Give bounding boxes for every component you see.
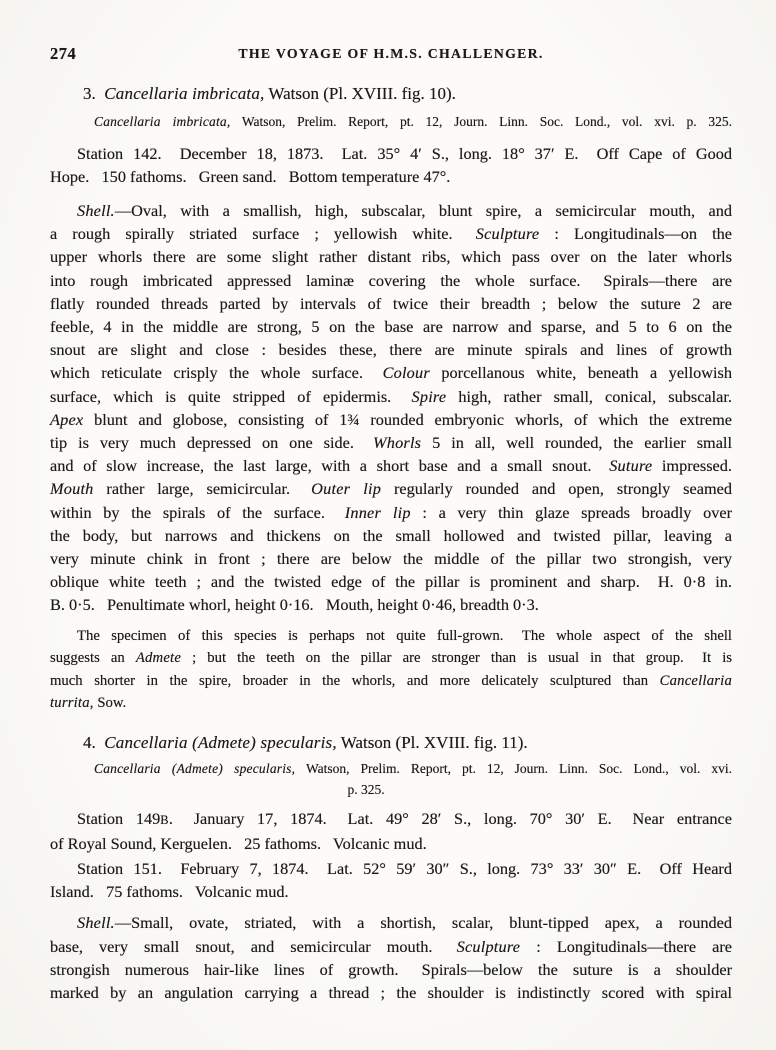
species-3-note [50,625,732,715]
species-4-citation [94,758,732,801]
text-line: strongish numerous hair-like lines of growth. Spirals—below the suture is a shoulder [50,959,732,979]
text-line: and of slow increase, the last large, with a short base and a small snout. Suture impressed. [50,456,732,476]
species-4-heading [50,731,732,755]
text-line: Station 149B. January 17, 1874. Lat. 49° 28′ S., long. 70° 30′ E. Near entrance [77,808,732,828]
text-line: B. 0·5. Penultimate whorl, height 0·16. Mouth, height 0·46, breadth 0·3. [50,595,539,615]
text-line: snout are slight and close : besides these, there are minute spirals and lines of growth [50,340,732,360]
text-line: Shell.—Small, ovate, striated, with a shortish, scalar, blunt-tipped apex, a rounded [77,913,732,933]
text-line: suggests an Admete ; but the teeth on the pillar are stronger than is usual in that group. It is [50,650,732,667]
text-line: Station 142. December 18, 1873. Lat. 35° 4′ S., long. 18° 37′ E. Off Cape of Good [77,143,732,163]
running-title: THE VOYAGE OF H.M.S. CHALLENGER. [238,46,544,61]
text-line: 4. Cancellaria (Admete) specularis, Watson (Pl. XVIII. fig. 11). [83,732,528,752]
text-line: upper whorls there are some slight rather distant ribs, which pass over on the later whorls [50,247,732,267]
text-line: which reticulate crisply the whole surface. Colour porcellanous white, beneath a yellowish [50,363,732,383]
station-151-paragraph [50,857,732,903]
text-line: very minute chink in front ; there are below the middle of the pillar two strongish, very [50,548,732,568]
text-line: Shell.—Oval, with a smallish, high, subscalar, blunt spire, a semicircular mouth, and [77,200,732,220]
text-line: a rough spirally striated surface ; yellowish white. Sculpture : Longitudinals—on the [50,224,732,244]
text-line: Apex blunt and globose, consisting of 1¾ rounded embryonic whorls, of which the extreme [50,409,732,429]
text-line: within by the spirals of the surface. Inner lip : a very thin glaze spreads broadly over [50,502,732,522]
page-number: 274 [50,44,77,63]
station-149b-paragraph [50,807,732,855]
page-header [50,44,732,62]
text-line: Mouth rather large, semicircular. Outer lip regularly rounded and open, strongly seamed [50,479,732,499]
text-line: p. 325. [347,782,385,798]
text-line: flatly rounded threads parted by intervals of twice their breadth ; below the suture 2 are [50,293,732,313]
text-line: base, very small snout, and semicircular mouth. Sculpture : Longitudinals—there are [50,936,732,956]
page-body [50,78,732,1004]
text-line: feeble, 4 in the middle are strong, 5 on the base are narrow and sparse, and 5 to 6 on the [50,316,732,336]
text-line: marked by an angulation carrying a thread ; the shoulder is indistinctly scored with spiral [50,982,732,1002]
text-line: Hope. 150 fathoms. Green sand. Bottom temperature 47°. [50,166,451,186]
text-line: 3. Cancellaria imbricata, Watson (Pl. XVIII. fig. 10). [83,84,456,103]
text-line: Cancellaria (Admete) specularis, Watson, Prelim. Report, pt. 12, Journ. Linn. Soc. Lond., vol. xvi. [94,760,732,776]
species-3-heading [50,82,732,106]
text-line: of Royal Sound, Kerguelen. 25 fathoms. Volcanic mud. [50,833,427,853]
text-line: The specimen of this species is perhaps not quite full-grown. The whole aspect of the shell [77,627,732,644]
text-line: tip is very much depressed on one side. Whorls 5 in all, well rounded, the earlier small [50,432,732,452]
text-line: Cancellaria imbricata, Watson, Prelim. Report, pt. 12, Journ. Linn. Soc. Lond., vol. xvi. p. 325. [94,114,732,129]
species-4-description [50,911,732,1004]
species-3-description [50,199,732,617]
text-line: much shorter in the spire, broader in the whorls, and more delicately sculptured than Cancellaria [50,672,732,689]
text-line: turrita, Sow. [50,695,127,712]
species-3-citation [94,111,732,133]
text-line: into rough imbricated appressed laminæ covering the whole surface. Spirals—there are [50,270,732,290]
station-142-paragraph [50,142,732,188]
text-line: oblique white teeth ; and the twisted edge of the pillar is prominent and sharp. H. 0·8 in. [50,572,732,592]
text-line: Station 151. February 7, 1874. Lat. 52° 59′ 30″ S., long. 73° 33′ 30″ E. Off Heard [77,858,732,878]
text-line: the body, but narrows and thickens on the small hollowed and twisted pillar, leaving a [50,525,732,545]
text-line: Island. 75 fathoms. Volcanic mud. [50,882,289,902]
text-line: surface, which is quite stripped of epidermis. Spire high, rather small, conical, subscalar. [50,386,733,406]
